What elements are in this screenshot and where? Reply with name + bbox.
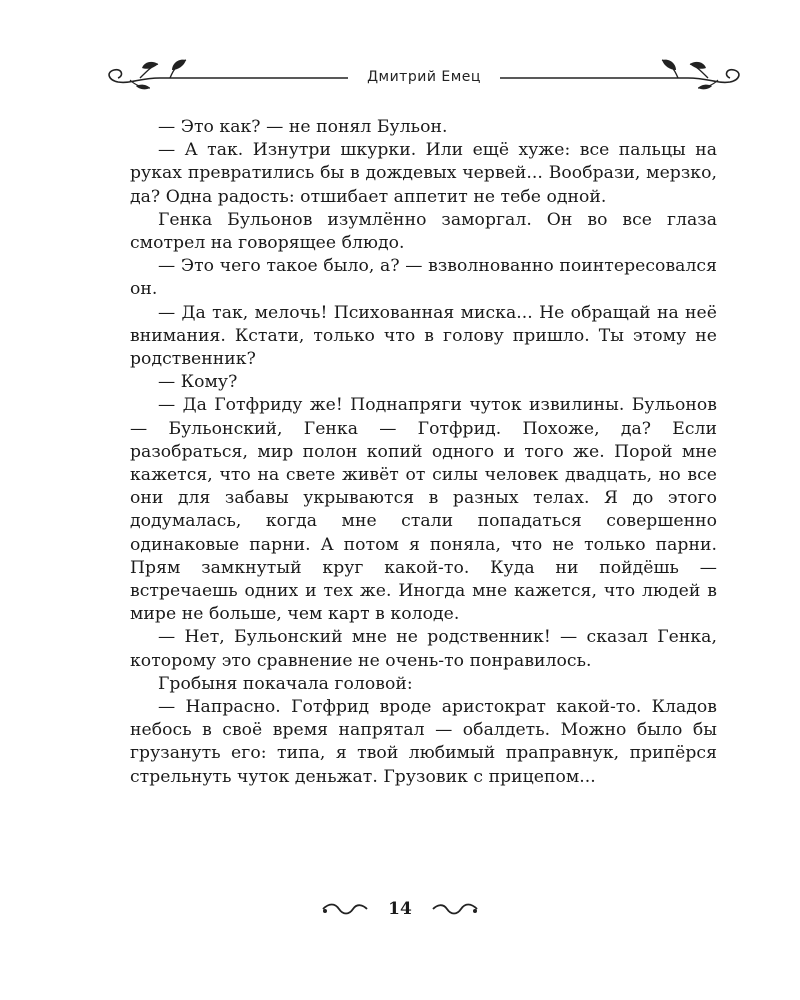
body-text (130, 116, 717, 789)
paragraph: — Да Готфриду же! Поднапряги чуток извилины. Бульонов — Бульонский, Генка — Готфрид. Похоже, да? Если разобраться, мир полон копий одного и того же. Порой мне кажется, что на свете живёт от силы человек двадцать, но все они для забавы укрываются в разных телах. Я до этого додумалась, когда мне стали попадаться совершенно одинаковые парни. А потом я поняла, что не только парни. Прям замкнутый круг какой-то. Куда ни пойдёшь — встречаешь одних и тех же. Иногда мне кажется, что людей в мире не больше, чем карт в колоде. (130, 395, 717, 625)
page-number: 14 (388, 898, 412, 919)
paragraph: — Напрасно. Готфрид вроде аристократ какой-то. Кладов небось в своё время напрятал — обалдеть. Можно было бы грузануть его: типа, я твой любимый праправнук, припёрся стрельнуть чуток деньжат. Грузовик с прицепом... (130, 697, 717, 787)
page-header (100, 56, 748, 96)
right-swirl-ornament (431, 901, 479, 917)
running-title: Дмитрий Емец (100, 69, 748, 85)
paragraph: Генка Бульонов изумлённо заморгал. Он во все глаза смотрел на говорящее блюдо. (130, 209, 717, 254)
left-swirl-ornament (321, 901, 369, 917)
paragraph: — Это чего такое было, а? — взволнованно поинтересовался он. (130, 256, 717, 300)
page-footer (0, 898, 800, 928)
paragraph: — Нет, Бульонский мне не родственник! — сказал Генка, которому это сравнение не очень-то понравилось. (130, 627, 717, 671)
paragraph: — Кому? (158, 372, 238, 393)
paragraph: — Да так, мелочь! Психованная миска... Не обращай на неё внимания. Кстати, только что в голову пришло. Ты этому не родственник? (130, 302, 717, 370)
paragraph: Гробыня покачала головой: (158, 673, 413, 694)
paragraph: — Это как? — не понял Бульон. (158, 117, 448, 137)
paragraph: — А так. Изнутри шкурки. Или ещё хуже: все пальцы на руках превратились бы в дождевых червей... Вообрази, мерзко, да? Одна радость: отшибает аппетит не тебе одной. (130, 140, 717, 207)
